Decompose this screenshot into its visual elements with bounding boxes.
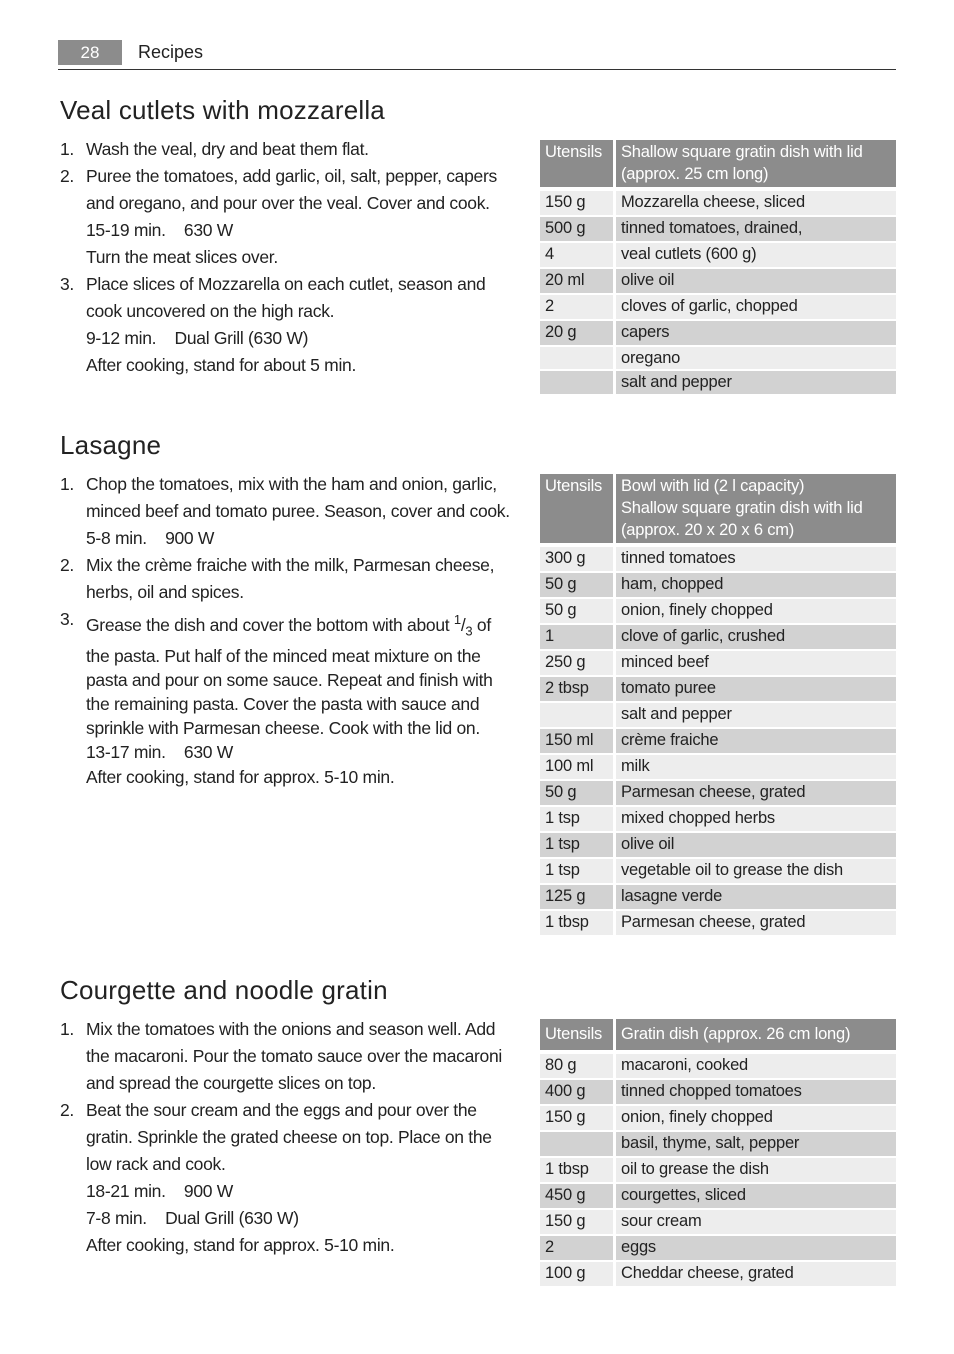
ingredient-row [540, 755, 896, 781]
ingredient-row [540, 1080, 896, 1106]
ingredient-row [540, 243, 896, 269]
step-number: 2. [60, 166, 74, 186]
ingredient-item: mixed chopped herbs [616, 807, 896, 833]
ingredient-row [540, 729, 896, 755]
ingredient-row [540, 677, 896, 703]
ingredient-qty [540, 347, 616, 371]
ingredient-item: Parmesan cheese, grated [616, 781, 896, 807]
utensils-line: Gratin dish (approx. 26 cm long) [621, 1025, 851, 1043]
ingredient-qty: 20 ml [540, 269, 616, 295]
utensils-label: Utensils [540, 1019, 616, 1054]
ingredient-row [540, 295, 896, 321]
step-text: sprinkle with Parmesan cheese. Cook with the lid on. [86, 718, 480, 739]
step-text: Mix the tomatoes with the onions and season well. Add [86, 1019, 496, 1039]
ingredient-item: tinned tomatoes [616, 547, 896, 573]
ingredient-item: oil to grease the dish [616, 1158, 896, 1184]
ingredient-qty: 150 g [540, 1210, 616, 1236]
ingredient-item: oregano [616, 347, 896, 371]
step-item [60, 1097, 512, 1259]
ingredient-qty: 300 g [540, 547, 616, 573]
ingredient-item: milk [616, 755, 896, 781]
step-text: herbs, oil and spices. [86, 582, 244, 602]
ingredient-qty: 1 tbsp [540, 1158, 616, 1184]
ingredient-row [540, 1158, 896, 1184]
ingredient-row [540, 651, 896, 677]
ingredient-qty: 50 g [540, 781, 616, 807]
step-text: the remaining pasta. Cover the pasta with sauce and [86, 694, 480, 715]
ingredient-qty [540, 1132, 616, 1158]
ingredient-qty: 1 tsp [540, 833, 616, 859]
ingredient-item: sour cream [616, 1210, 896, 1236]
utensils-line: Bowl with lid (2 l capacity) [621, 477, 805, 495]
ingredient-row [540, 269, 896, 295]
ingredient-item: onion, finely chopped [616, 1106, 896, 1132]
ingredient-qty: 100 ml [540, 755, 616, 781]
ingredient-row [540, 807, 896, 833]
ingredient-item: onion, finely chopped [616, 599, 896, 625]
ingredient-qty: 2 [540, 1236, 616, 1262]
step-number: 2. [60, 1100, 74, 1120]
ingredient-item: salt and pepper [616, 703, 896, 729]
utensils-value [616, 474, 896, 547]
step-timing: 15-19 min. 630 W [86, 220, 234, 240]
ingredient-qty [540, 703, 616, 729]
ingredient-item: lasagne verde [616, 885, 896, 911]
step-text: and oregano, and pour over the veal. Cover and cook. [86, 193, 490, 213]
step-item [60, 606, 512, 791]
step-item [60, 163, 512, 271]
step-item [60, 136, 512, 163]
section-title: Recipes [138, 42, 204, 62]
ingredient-item: ham, chopped [616, 573, 896, 599]
step-timing: 7-8 min. Dual Grill (630 W) [86, 1208, 299, 1228]
ingredients-table-veal [540, 140, 896, 396]
utensils-row [540, 1019, 896, 1054]
ingredient-item: salt and pepper [616, 371, 896, 396]
ingredient-item: olive oil [616, 833, 896, 859]
utensils-row [540, 474, 896, 547]
step-number: 2. [60, 555, 74, 575]
ingredient-row [540, 321, 896, 347]
ingredient-row [540, 371, 896, 396]
ingredient-qty: 1 tsp [540, 807, 616, 833]
ingredient-qty: 2 tbsp [540, 677, 616, 703]
ingredient-row [540, 911, 896, 937]
step-timing: 13-17 min. 630 W [86, 742, 234, 763]
utensils-value [616, 1019, 896, 1054]
ingredient-qty: 1 tsp [540, 859, 616, 885]
step-text: Beat the sour cream and the eggs and pour over the [86, 1100, 477, 1120]
step-text: pasta and pour on some sauce. Repeat and finish with [86, 670, 493, 691]
ingredient-qty: 125 g [540, 885, 616, 911]
ingredient-qty: 20 g [540, 321, 616, 347]
step-text-part: Grease the dish and cover the bottom with about [86, 614, 454, 635]
ingredients-table-lasagne [540, 474, 896, 937]
utensils-label: Utensils [540, 474, 616, 547]
ingredient-qty: 50 g [540, 599, 616, 625]
ingredient-qty: 250 g [540, 651, 616, 677]
ingredient-item: eggs [616, 1236, 896, 1262]
recipe-title-courgette: Courgette and noodle gratin [60, 975, 388, 1005]
step-number: 1. [60, 474, 74, 494]
ingredient-row [540, 347, 896, 371]
ingredient-item: Mozzarella cheese, sliced [616, 191, 896, 217]
step-text: After cooking, stand for about 5 min. [86, 355, 357, 375]
ingredients-table-courgette [540, 1019, 896, 1288]
ingredient-item: courgettes, sliced [616, 1184, 896, 1210]
utensils-label: Utensils [540, 140, 616, 191]
ingredient-qty: 500 g [540, 217, 616, 243]
step-text: minced beef and tomato puree. Season, cover and cook. [86, 501, 510, 521]
utensils-value [616, 140, 896, 191]
fraction-numerator: 1 [453, 612, 461, 627]
ingredient-qty: 80 g [540, 1054, 616, 1080]
recipe-title-veal: Veal cutlets with mozzarella [60, 95, 385, 125]
ingredient-qty: 150 g [540, 1106, 616, 1132]
ingredient-item: vegetable oil to grease the dish [616, 859, 896, 885]
ingredient-qty: 450 g [540, 1184, 616, 1210]
fraction-slash: / [460, 614, 466, 635]
step-text: Place slices of Mozzarella on each cutlet, season and [86, 274, 486, 294]
ingredient-item: basil, thyme, salt, pepper [616, 1132, 896, 1158]
step-item [60, 271, 512, 379]
step-text: gratin. Sprinkle the grated cheese on top. Place on the [86, 1127, 492, 1147]
step-text: Turn the meat slices over. [86, 247, 278, 267]
ingredient-qty: 50 g [540, 573, 616, 599]
step-text: cook uncovered on the high rack. [86, 301, 335, 321]
ingredient-row [540, 217, 896, 243]
page-header [58, 40, 896, 70]
step-text-part: of [472, 614, 491, 635]
ingredient-item: minced beef [616, 651, 896, 677]
ingredient-item: Parmesan cheese, grated [616, 911, 896, 937]
ingredient-row [540, 781, 896, 807]
step-item [60, 471, 512, 552]
step-text: Chop the tomatoes, mix with the ham and onion, garlic, [86, 474, 497, 494]
ingredient-row [540, 859, 896, 885]
utensils-line: (approx. 25 cm long) [621, 165, 769, 183]
step-timing: 18-21 min. 900 W [86, 1181, 234, 1201]
ingredient-row [540, 703, 896, 729]
page-number: 28 [58, 40, 122, 65]
ingredient-item: Cheddar cheese, grated [616, 1262, 896, 1288]
ingredient-item: crème fraiche [616, 729, 896, 755]
ingredient-row [540, 1106, 896, 1132]
step-text: Wash the veal, dry and beat them flat. [86, 139, 369, 159]
step-number: 3. [60, 609, 74, 629]
ingredient-row [540, 1210, 896, 1236]
ingredient-item: clove of garlic, crushed [616, 625, 896, 651]
ingredient-qty: 150 g [540, 191, 616, 217]
step-text: After cooking, stand for approx. 5-10 min. [86, 1235, 395, 1255]
step-text [86, 606, 512, 644]
ingredient-item: cloves of garlic, chopped [616, 295, 896, 321]
step-number: 3. [60, 274, 74, 294]
ingredient-qty: 1 tbsp [540, 911, 616, 937]
ingredient-row [540, 191, 896, 217]
recipe-steps-courgette [60, 1016, 512, 1259]
utensils-line: Shallow square gratin dish with lid [621, 143, 863, 161]
step-text: Puree the tomatoes, add garlic, oil, salt, pepper, capers [86, 166, 497, 186]
step-item [60, 552, 512, 606]
ingredient-qty: 100 g [540, 1262, 616, 1288]
ingredient-item: macaroni, cooked [616, 1054, 896, 1080]
recipe-steps-lasagne [60, 471, 512, 791]
ingredient-item: tinned chopped tomatoes [616, 1080, 896, 1106]
step-text: low rack and cook. [86, 1154, 226, 1174]
step-timing: 5-8 min. 900 W [86, 528, 215, 548]
utensils-row [540, 140, 896, 191]
step-text: the macaroni. Pour the tomato sauce over the macaroni [86, 1046, 502, 1066]
ingredient-qty: 150 ml [540, 729, 616, 755]
step-timing: 9-12 min. Dual Grill (630 W) [86, 328, 309, 348]
ingredient-qty [540, 371, 616, 396]
ingredient-qty: 400 g [540, 1080, 616, 1106]
ingredient-row [540, 1184, 896, 1210]
ingredient-row [540, 1054, 896, 1080]
recipe-title-lasagne: Lasagne [60, 430, 162, 460]
step-item [60, 1016, 512, 1097]
ingredient-qty: 2 [540, 295, 616, 321]
ingredient-item: olive oil [616, 269, 896, 295]
ingredient-row [540, 1262, 896, 1288]
step-text: the pasta. Put half of the minced meat mixture on the [86, 646, 481, 667]
ingredient-item: veal cutlets (600 g) [616, 243, 896, 269]
ingredient-qty: 1 [540, 625, 616, 651]
utensils-line: Shallow square gratin dish with lid [621, 499, 863, 517]
utensils-line: (approx. 20 x 20 x 6 cm) [621, 521, 795, 539]
fraction-denominator: 3 [465, 623, 473, 639]
step-text: After cooking, stand for approx. 5-10 min. [86, 767, 395, 788]
ingredient-row [540, 1132, 896, 1158]
step-number: 1. [60, 139, 74, 159]
ingredient-item: capers [616, 321, 896, 347]
recipe-steps-veal [60, 136, 512, 379]
ingredient-item: tomato puree [616, 677, 896, 703]
ingredient-item: tinned tomatoes, drained, [616, 217, 896, 243]
ingredient-qty: 4 [540, 243, 616, 269]
ingredient-row [540, 625, 896, 651]
ingredient-row [540, 599, 896, 625]
step-text: Mix the crème fraiche with the milk, Parmesan cheese, [86, 555, 495, 575]
ingredient-row [540, 573, 896, 599]
ingredient-row [540, 1236, 896, 1262]
ingredient-row [540, 833, 896, 859]
step-text: and spread the courgette slices on top. [86, 1073, 376, 1093]
ingredient-row [540, 547, 896, 573]
ingredient-row [540, 885, 896, 911]
step-number: 1. [60, 1019, 74, 1039]
